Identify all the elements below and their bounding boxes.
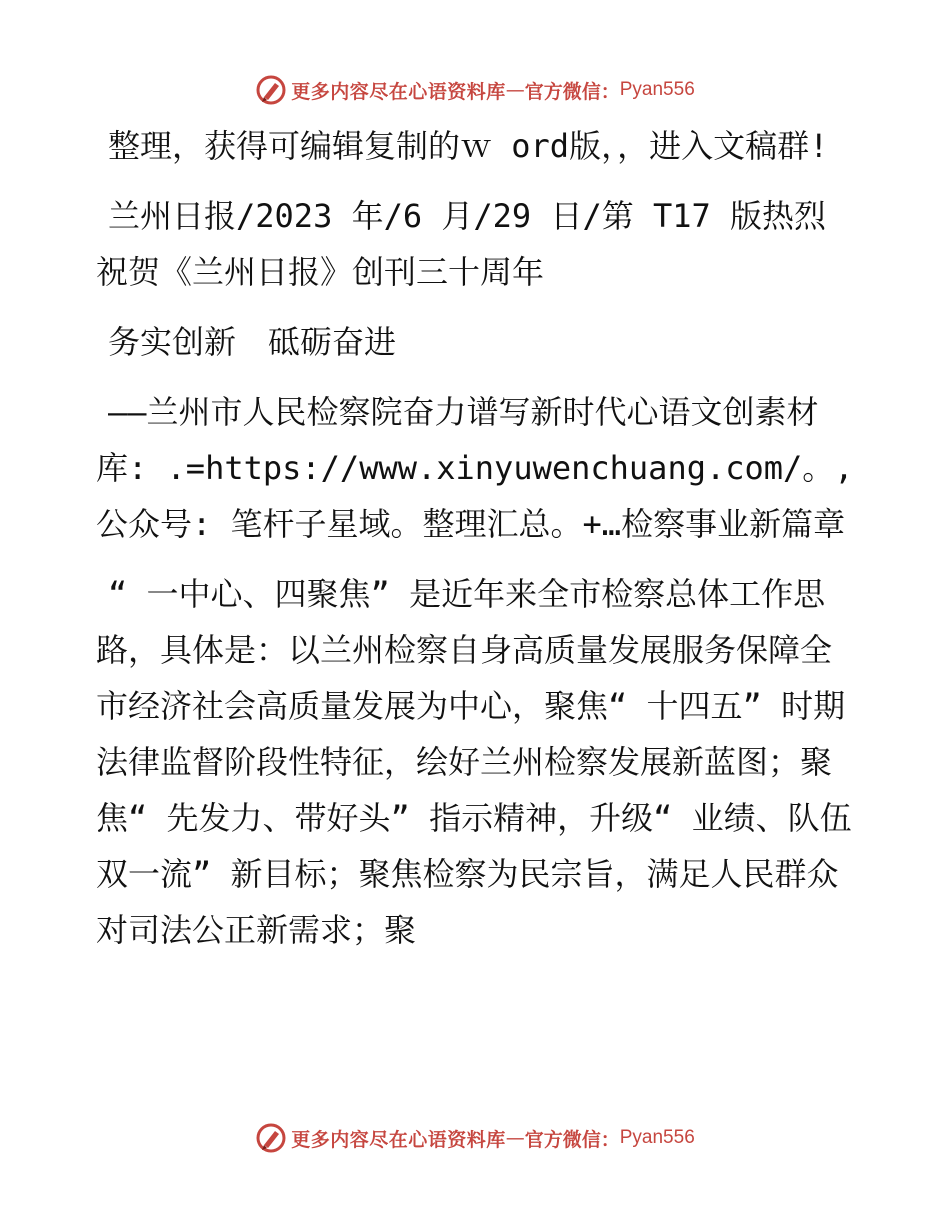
header-separator: — (505, 79, 525, 101)
header-wechat-label: 官方微信： (524, 80, 620, 103)
paragraph-intro: 整理，获得可编辑复制的ｗ ord版，，进入文稿群! (108, 127, 829, 165)
pen-logo-icon (255, 74, 287, 106)
article-title: 务实创新 砥砺奋进 (108, 323, 397, 361)
pen-logo-icon (255, 1122, 287, 1154)
document-body (96, 118, 856, 972)
footer-banner (0, 1118, 950, 1158)
header-banner (0, 70, 950, 110)
header-text: 更多内容尽在心语资料库 (291, 80, 506, 103)
footer-text: 更多内容尽在心语资料库 (291, 1128, 506, 1151)
article-subtitle: ——兰州市人民检察院奋力谱写新时代心语文创素材库: .=https://www.xinyuwenchuang.com/。,公众号: 笔杆子星域。整理汇总。+…检察事业新篇章 (96, 393, 854, 543)
paragraph-body: “ 一中心、四聚焦” 是近年来全市检察总体工作思路，具体是：以兰州检察自身高质量发展服务保障全市经济社会高质量发展为中心，聚焦“ 十四五” 时期法律监督阶段性特征，绘好兰州检察发展新蓝图；聚焦“ 先发力、带好头” 指示精神，升级“ 业绩、队伍双一流” 新目标；聚焦检察为民宗旨，满足人民群众对司法公正新需求；聚 (96, 575, 852, 949)
footer-wechat-label: 官方微信： (524, 1128, 620, 1151)
footer-separator: — (505, 1127, 525, 1149)
header-wechat-id: Pyan556 (619, 79, 695, 100)
footer-wechat-id: Pyan556 (619, 1127, 695, 1148)
paragraph-source: 兰州日报/2023 年/6 月/29 日/第 T17 版热烈祝贺《兰州日报》创刊三十周年 (96, 197, 827, 291)
